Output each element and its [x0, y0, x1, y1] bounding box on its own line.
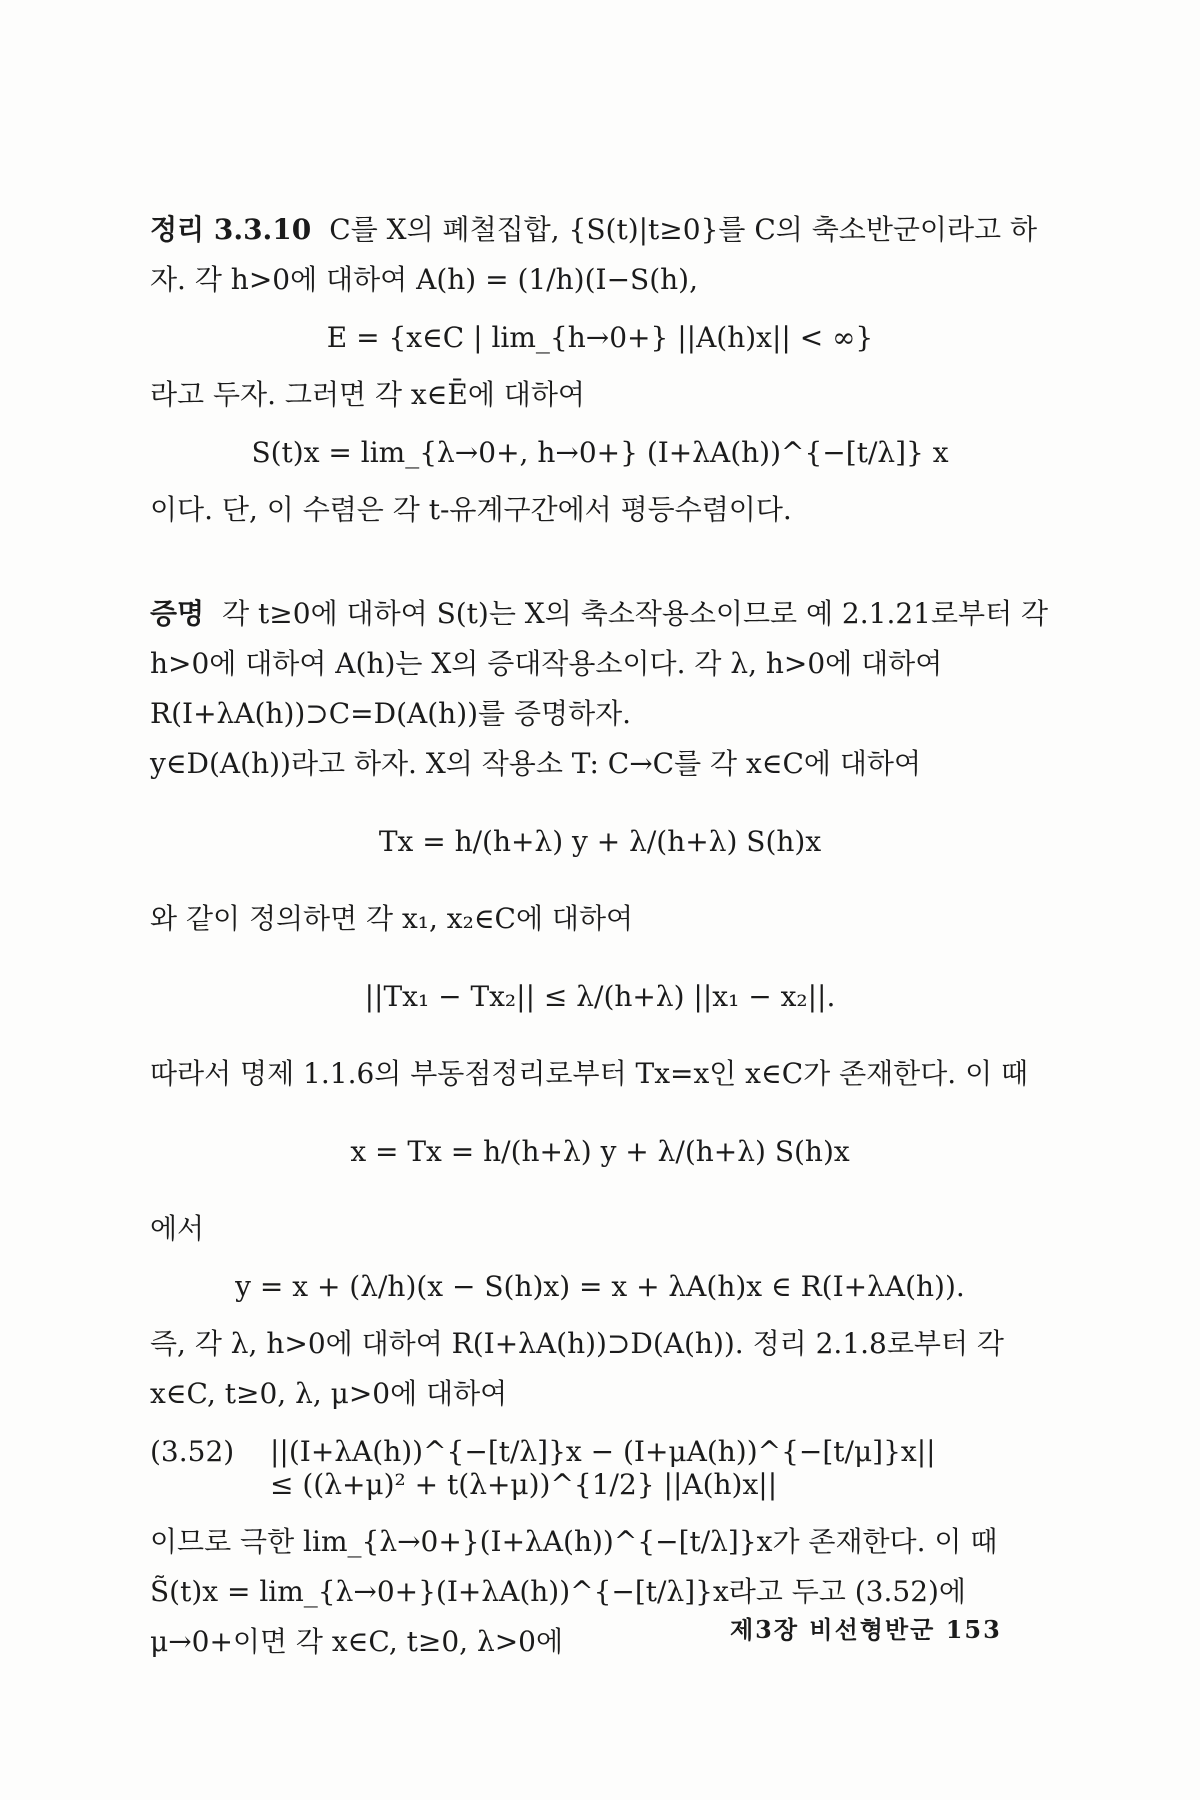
- theorem-label: 정리 3.3.10: [150, 213, 312, 246]
- page-footer: 제3장 비선형반군 153: [730, 1615, 1002, 1644]
- equation-S: S(t)x = lim_{λ→0+, h→0+} (I+λA(h))^{−[t/λ]} x: [251, 436, 949, 469]
- equation-fixed-point: x = Tx = h/(h+λ) y + λ/(h+λ) S(h)x: [350, 1135, 850, 1168]
- theorem-text: C를 X의 폐철집합, {S(t)|t≥0}를 C의 축소반군이라고 하자. 각 h>0에 대하여 A(h) = (1/h)(I−S(h),: [150, 213, 1038, 296]
- page-content: [150, 205, 1050, 1667]
- equation-contraction: ||Tx₁ − Tx₂|| ≤ λ/(h+λ) ||x₁ − x₂||.: [364, 980, 836, 1013]
- equation-y: y = x + (λ/h)(x − S(h)x) = x + λA(h)x ∈ R(I+λA(h)).: [235, 1270, 965, 1303]
- equation-352-rhs: ≤ ((λ+μ)² + t(λ+μ))^{1/2} ||A(h)x||: [270, 1468, 778, 1501]
- proof-paragraph-1: [150, 589, 1050, 739]
- equation-352-lhs: ||(I+λA(h))^{−[t/λ]}x − (I+μA(h))^{−[t/μ]}x||: [270, 1435, 936, 1468]
- proof-paragraph-7: 이므로 극한 lim_{λ→0+}(I+λA(h))^{−[t/λ]}x가 존재한다. 이 때 S̃(t)x = lim_{λ→0+}(I+λA(h))^{−[t/λ]}x라고 두고 (3.52)에 μ→0+이면 각 x∈C, t≥0, λ>0에: [150, 1525, 998, 1658]
- equation-Tx: Tx = h/(h+λ) y + λ/(h+λ) S(h)x: [378, 825, 822, 858]
- equation-352-line2: [150, 1468, 1050, 1501]
- proof-text-1: 각 t≥0에 대하여 S(t)는 X의 축소작용소이므로 예 2.1.21로부터 각 h>0에 대하여 A(h)는 X의 증대작용소이다. 각 λ, h>0에 대하여 R(I+λA(h))⊃C=D(A(h))를 증명하자.: [150, 597, 1049, 730]
- proof-paragraph-3: 와 같이 정의하면 각 x₁, x₂∈C에 대하여: [150, 902, 634, 935]
- proof-paragraph-5: 에서: [150, 1212, 205, 1245]
- equation-352-line1: [150, 1435, 1050, 1468]
- proof-paragraph-4: 따라서 명제 1.1.6의 부동점정리로부터 Tx=x인 x∈C가 존재한다. 이 때: [150, 1057, 1029, 1090]
- theorem-text-2: 라고 두자. 그러면 각 x∈Ē에 대하여: [150, 378, 585, 411]
- equation-number: (3.52): [150, 1435, 235, 1468]
- proof-paragraph-2: y∈D(A(h))라고 하자. X의 작용소 T: C→C를 각 x∈C에 대하여: [150, 747, 922, 780]
- theorem-text-3: 이다. 단, 이 수렴은 각 t-유계구간에서 평등수렴이다.: [150, 493, 792, 526]
- proof-label: 증명: [150, 597, 205, 630]
- proof-paragraph-6: 즉, 각 λ, h>0에 대하여 R(I+λA(h))⊃D(A(h)). 정리 2.1.8로부터 각 x∈C, t≥0, λ, μ>0에 대하여: [150, 1327, 1004, 1410]
- theorem-statement: [150, 205, 1050, 305]
- equation-E: E = {x∈C | lim_{h→0+} ||A(h)x|| < ∞}: [326, 321, 874, 354]
